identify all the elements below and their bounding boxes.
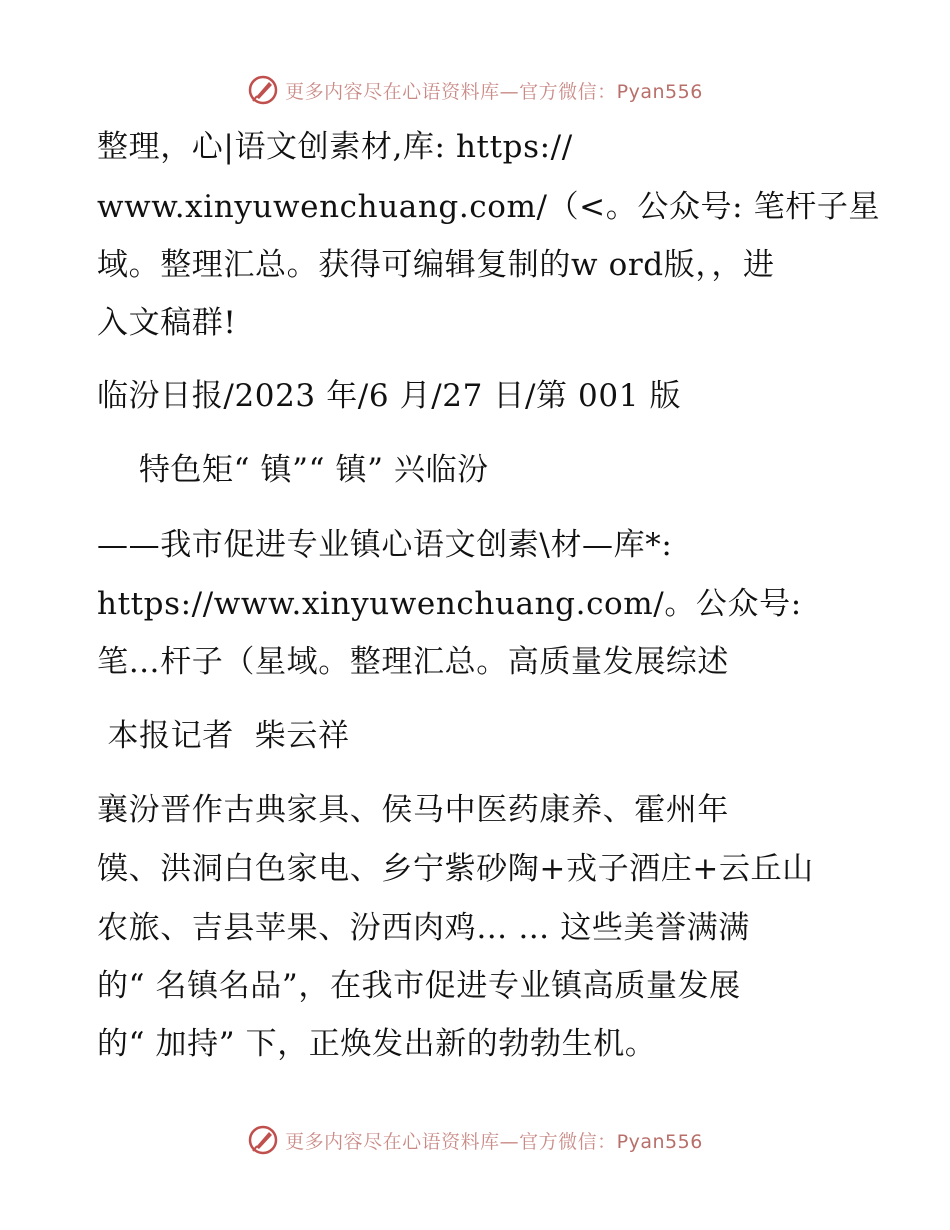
banner-text: 更多内容尽在心语资料库—官方微信：Pyan556 bbox=[285, 1130, 703, 1153]
text-line: www.xinyuwenchuang.com/（<。公众号: 笔杆子星 bbox=[97, 189, 881, 225]
paragraph-line: 襄汾晋作古典家具、侯马中医药康养、霍州年 bbox=[97, 792, 729, 828]
text-line: 入文稿群! bbox=[97, 305, 237, 341]
footer-watermark-banner bbox=[0, 1120, 950, 1160]
wechat-handle: Pyan556 bbox=[616, 80, 703, 103]
paragraph-line: 馍、洪洞白色家电、乡宁紫砂陶+戎子酒庄+云丘山 bbox=[97, 851, 814, 887]
banner-text: 更多内容尽在心语资料库—官方微信：Pyan556 bbox=[285, 80, 703, 103]
article-subtitle: ——我市促进专业镇心语文创素\材—库*: bbox=[97, 527, 673, 563]
header-watermark-banner bbox=[0, 70, 950, 110]
quill-logo-icon bbox=[247, 1124, 279, 1156]
text-line: 整理，心|语文创素材,库: https:// bbox=[97, 129, 573, 165]
byline: 本报记者 柴云祥 bbox=[97, 718, 350, 754]
article-title: 特色矩“ 镇”“ 镇” 兴临汾 bbox=[97, 452, 489, 488]
text-line: 域。整理汇总。获得可编辑复制的w ord版，，进 bbox=[97, 247, 775, 283]
paragraph-line: 的“ 加持” 下，正焕发出新的勃勃生机。 bbox=[97, 1026, 657, 1062]
article-subtitle: https://www.xinyuwenchuang.com/。公众号: bbox=[97, 586, 802, 622]
paragraph-line: 的“ 名镇名品”，在我市促进专业镇高质量发展 bbox=[97, 968, 741, 1004]
paragraph-line: 农旅、吉县苹果、汾西肉鸡… … 这些美誉满满 bbox=[97, 910, 750, 946]
wechat-handle: Pyan556 bbox=[616, 1130, 703, 1153]
article-subtitle: 笔…杆子（星域。整理汇总。高质量发展综述 bbox=[97, 644, 729, 680]
text-line: 临汾日报/2023 年/6 月/27 日/第 001 版 bbox=[97, 378, 682, 414]
quill-logo-icon bbox=[247, 74, 279, 106]
